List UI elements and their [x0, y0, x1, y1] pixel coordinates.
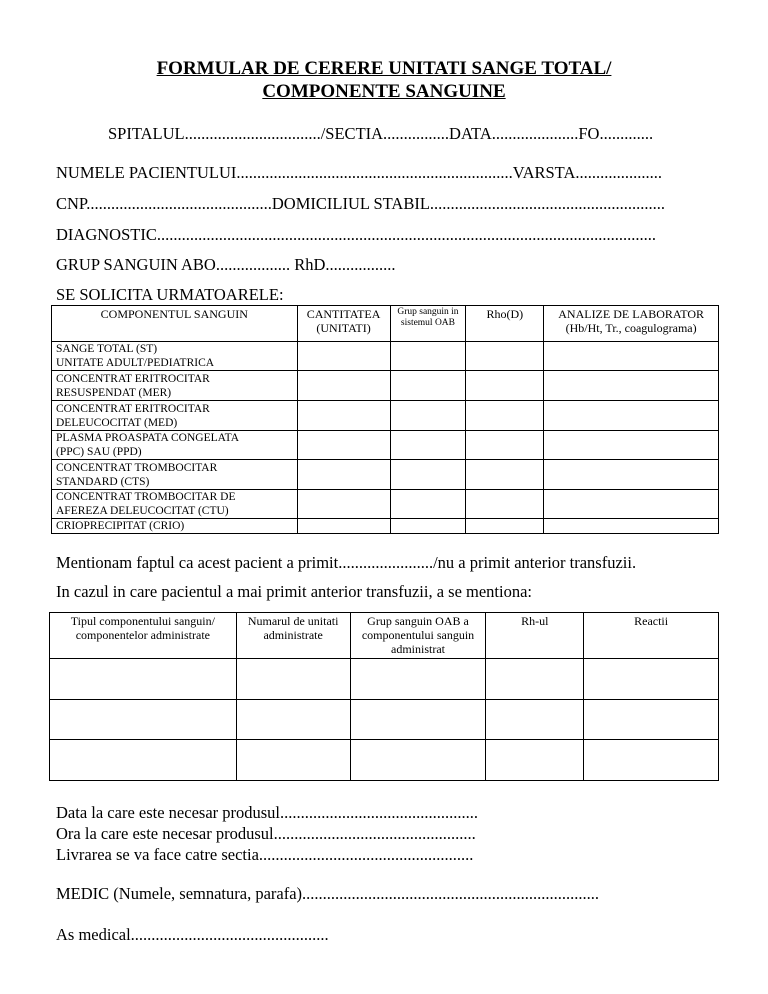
request-entry-cell[interactable] — [390, 519, 466, 534]
request-table-header-row — [52, 306, 719, 342]
history-table-header-row — [50, 613, 719, 659]
doctor-signature-line[interactable]: MEDIC (Numele, semnatura, parafa)........................................................................ — [56, 884, 600, 903]
component-label-line: AFEREZA DELEUCOCITAT (CTU) — [56, 505, 229, 517]
component-label-line: DELEUCOCITAT (MED) — [56, 417, 178, 429]
diagnostic-line[interactable]: DIAGNOSTIC......................................................................................................................... — [56, 225, 656, 244]
time-needed-line[interactable]: Ora la care este necesar produsul................................................. — [56, 824, 476, 843]
date-needed-line[interactable]: Data la care este necesar produsul................................................ — [56, 803, 479, 822]
history-cell[interactable] — [350, 740, 486, 781]
component-label — [52, 342, 298, 371]
history-table-row — [50, 700, 719, 740]
component-label-line: CRIOPRECIPITAT (CRIO) — [56, 520, 185, 532]
header-units-count: Numarul de unitati administrate — [236, 613, 350, 659]
history-table — [49, 612, 719, 781]
form-title-line-1: FORMULAR DE CERERE UNITATI SANGE TOTAL/ — [156, 58, 612, 79]
history-cell[interactable] — [236, 740, 350, 781]
nurse-line[interactable]: As medical................................................ — [56, 925, 329, 944]
header-reactions: Reactii — [584, 613, 719, 659]
request-entry-cell[interactable] — [466, 371, 544, 401]
history-table-row — [50, 740, 719, 781]
header-lab-tests: ANALIZE DE LABORATOR (Hb/Ht, Tr., coagulograma) — [544, 306, 719, 342]
component-label-line: PLASMA PROASPATA CONGELATA — [56, 432, 240, 444]
request-entry-cell[interactable] — [297, 342, 390, 371]
delivery-line[interactable]: Livrarea se va face catre sectia.................................................... — [56, 845, 474, 864]
request-entry-cell[interactable] — [390, 460, 466, 490]
component-label — [52, 460, 298, 490]
component-label — [52, 431, 298, 460]
request-entry-cell[interactable] — [297, 431, 390, 460]
hospital-section-date-line[interactable]: SPITALUL................................./SECTIA................DATA.....................FO............. — [108, 124, 654, 143]
request-entry-cell[interactable] — [544, 342, 719, 371]
history-cell[interactable] — [50, 740, 237, 781]
component-label — [52, 371, 298, 401]
header-blood-group: Grup sanguin in sistemul OAB — [390, 306, 466, 342]
component-label — [52, 490, 298, 519]
request-heading: SE SOLICITA URMATOARELE: — [56, 285, 284, 304]
component-label — [52, 519, 298, 534]
header-rho: Rho(D) — [466, 306, 544, 342]
component-label-line: UNITATE ADULT/PEDIATRICA — [56, 357, 215, 369]
request-entry-cell[interactable] — [544, 490, 719, 519]
transfusion-statement[interactable]: Mentionam faptul ca acest pacient a primit......................./nu a primit anterior transfuzii. — [56, 553, 637, 572]
request-table-row — [52, 342, 719, 371]
component-label-line: RESUSPENDAT (MER) — [56, 387, 172, 399]
header-quantity: CANTITATEA (UNITATI) — [297, 306, 390, 342]
component-label-line: CONCENTRAT TROMBOCITAR DE — [56, 491, 236, 503]
history-cell[interactable] — [50, 659, 237, 700]
component-label-line: (PPC) SAU (PPD) — [56, 446, 142, 458]
request-entry-cell[interactable] — [544, 401, 719, 431]
request-entry-cell[interactable] — [544, 460, 719, 490]
history-cell[interactable] — [236, 659, 350, 700]
cnp-address-line[interactable]: CNP.............................................DOMICILIUL STABIL......................................................... — [56, 194, 666, 213]
request-entry-cell[interactable] — [297, 401, 390, 431]
history-cell[interactable] — [584, 740, 719, 781]
request-entry-cell[interactable] — [390, 371, 466, 401]
request-entry-cell[interactable] — [390, 431, 466, 460]
request-table-row — [52, 519, 719, 534]
request-entry-cell[interactable] — [466, 490, 544, 519]
component-label-line: CONCENTRAT TROMBOCITAR — [56, 462, 218, 474]
request-table-row — [52, 460, 719, 490]
request-entry-cell[interactable] — [297, 519, 390, 534]
request-entry-cell[interactable] — [466, 519, 544, 534]
request-table-row — [52, 431, 719, 460]
request-entry-cell[interactable] — [466, 431, 544, 460]
component-label-line: CONCENTRAT ERITROCITAR — [56, 373, 210, 385]
header-rh: Rh-ul — [486, 613, 584, 659]
request-entry-cell[interactable] — [390, 342, 466, 371]
component-label-line: STANDARD (CTS) — [56, 476, 150, 488]
form-title-line-2: COMPONENTE SANGUINE — [262, 81, 506, 102]
request-entry-cell[interactable] — [297, 490, 390, 519]
component-label-line: SANGE TOTAL (ST) — [56, 343, 158, 355]
request-entry-cell[interactable] — [390, 401, 466, 431]
history-cell[interactable] — [486, 700, 584, 740]
history-cell[interactable] — [50, 700, 237, 740]
history-table-row — [50, 659, 719, 700]
request-entry-cell[interactable] — [544, 431, 719, 460]
request-entry-cell[interactable] — [297, 371, 390, 401]
blood-group-line[interactable]: GRUP SANGUIN ABO.................. RhD................. — [56, 255, 396, 274]
request-table-row — [52, 371, 719, 401]
history-cell[interactable] — [486, 659, 584, 700]
header-component-type: Tipul componentului sanguin/ componentelor administrate — [50, 613, 237, 659]
patient-name-age-line[interactable]: NUMELE PACIENTULUI...................................................................VARSTA..................... — [56, 163, 662, 182]
history-cell[interactable] — [486, 740, 584, 781]
component-label — [52, 401, 298, 431]
history-cell[interactable] — [236, 700, 350, 740]
history-cell[interactable] — [350, 659, 486, 700]
request-entry-cell[interactable] — [544, 371, 719, 401]
component-label-line: CONCENTRAT ERITROCITAR — [56, 403, 210, 415]
history-cell[interactable] — [350, 700, 486, 740]
request-entry-cell[interactable] — [466, 401, 544, 431]
request-table-row — [52, 490, 719, 519]
header-oab-group: Grup sanguin OAB a componentului sanguin administrat — [350, 613, 486, 659]
request-entry-cell[interactable] — [466, 460, 544, 490]
request-entry-cell[interactable] — [466, 342, 544, 371]
history-cell[interactable] — [584, 700, 719, 740]
history-cell[interactable] — [584, 659, 719, 700]
request-entry-cell[interactable] — [544, 519, 719, 534]
request-table-row — [52, 401, 719, 431]
request-table — [51, 305, 719, 534]
transfusion-note: In cazul in care pacientul a mai primit anterior transfuzii, a se mentiona: — [56, 582, 533, 601]
request-entry-cell[interactable] — [390, 490, 466, 519]
header-component: COMPONENTUL SANGUIN — [52, 306, 298, 342]
request-entry-cell[interactable] — [297, 460, 390, 490]
